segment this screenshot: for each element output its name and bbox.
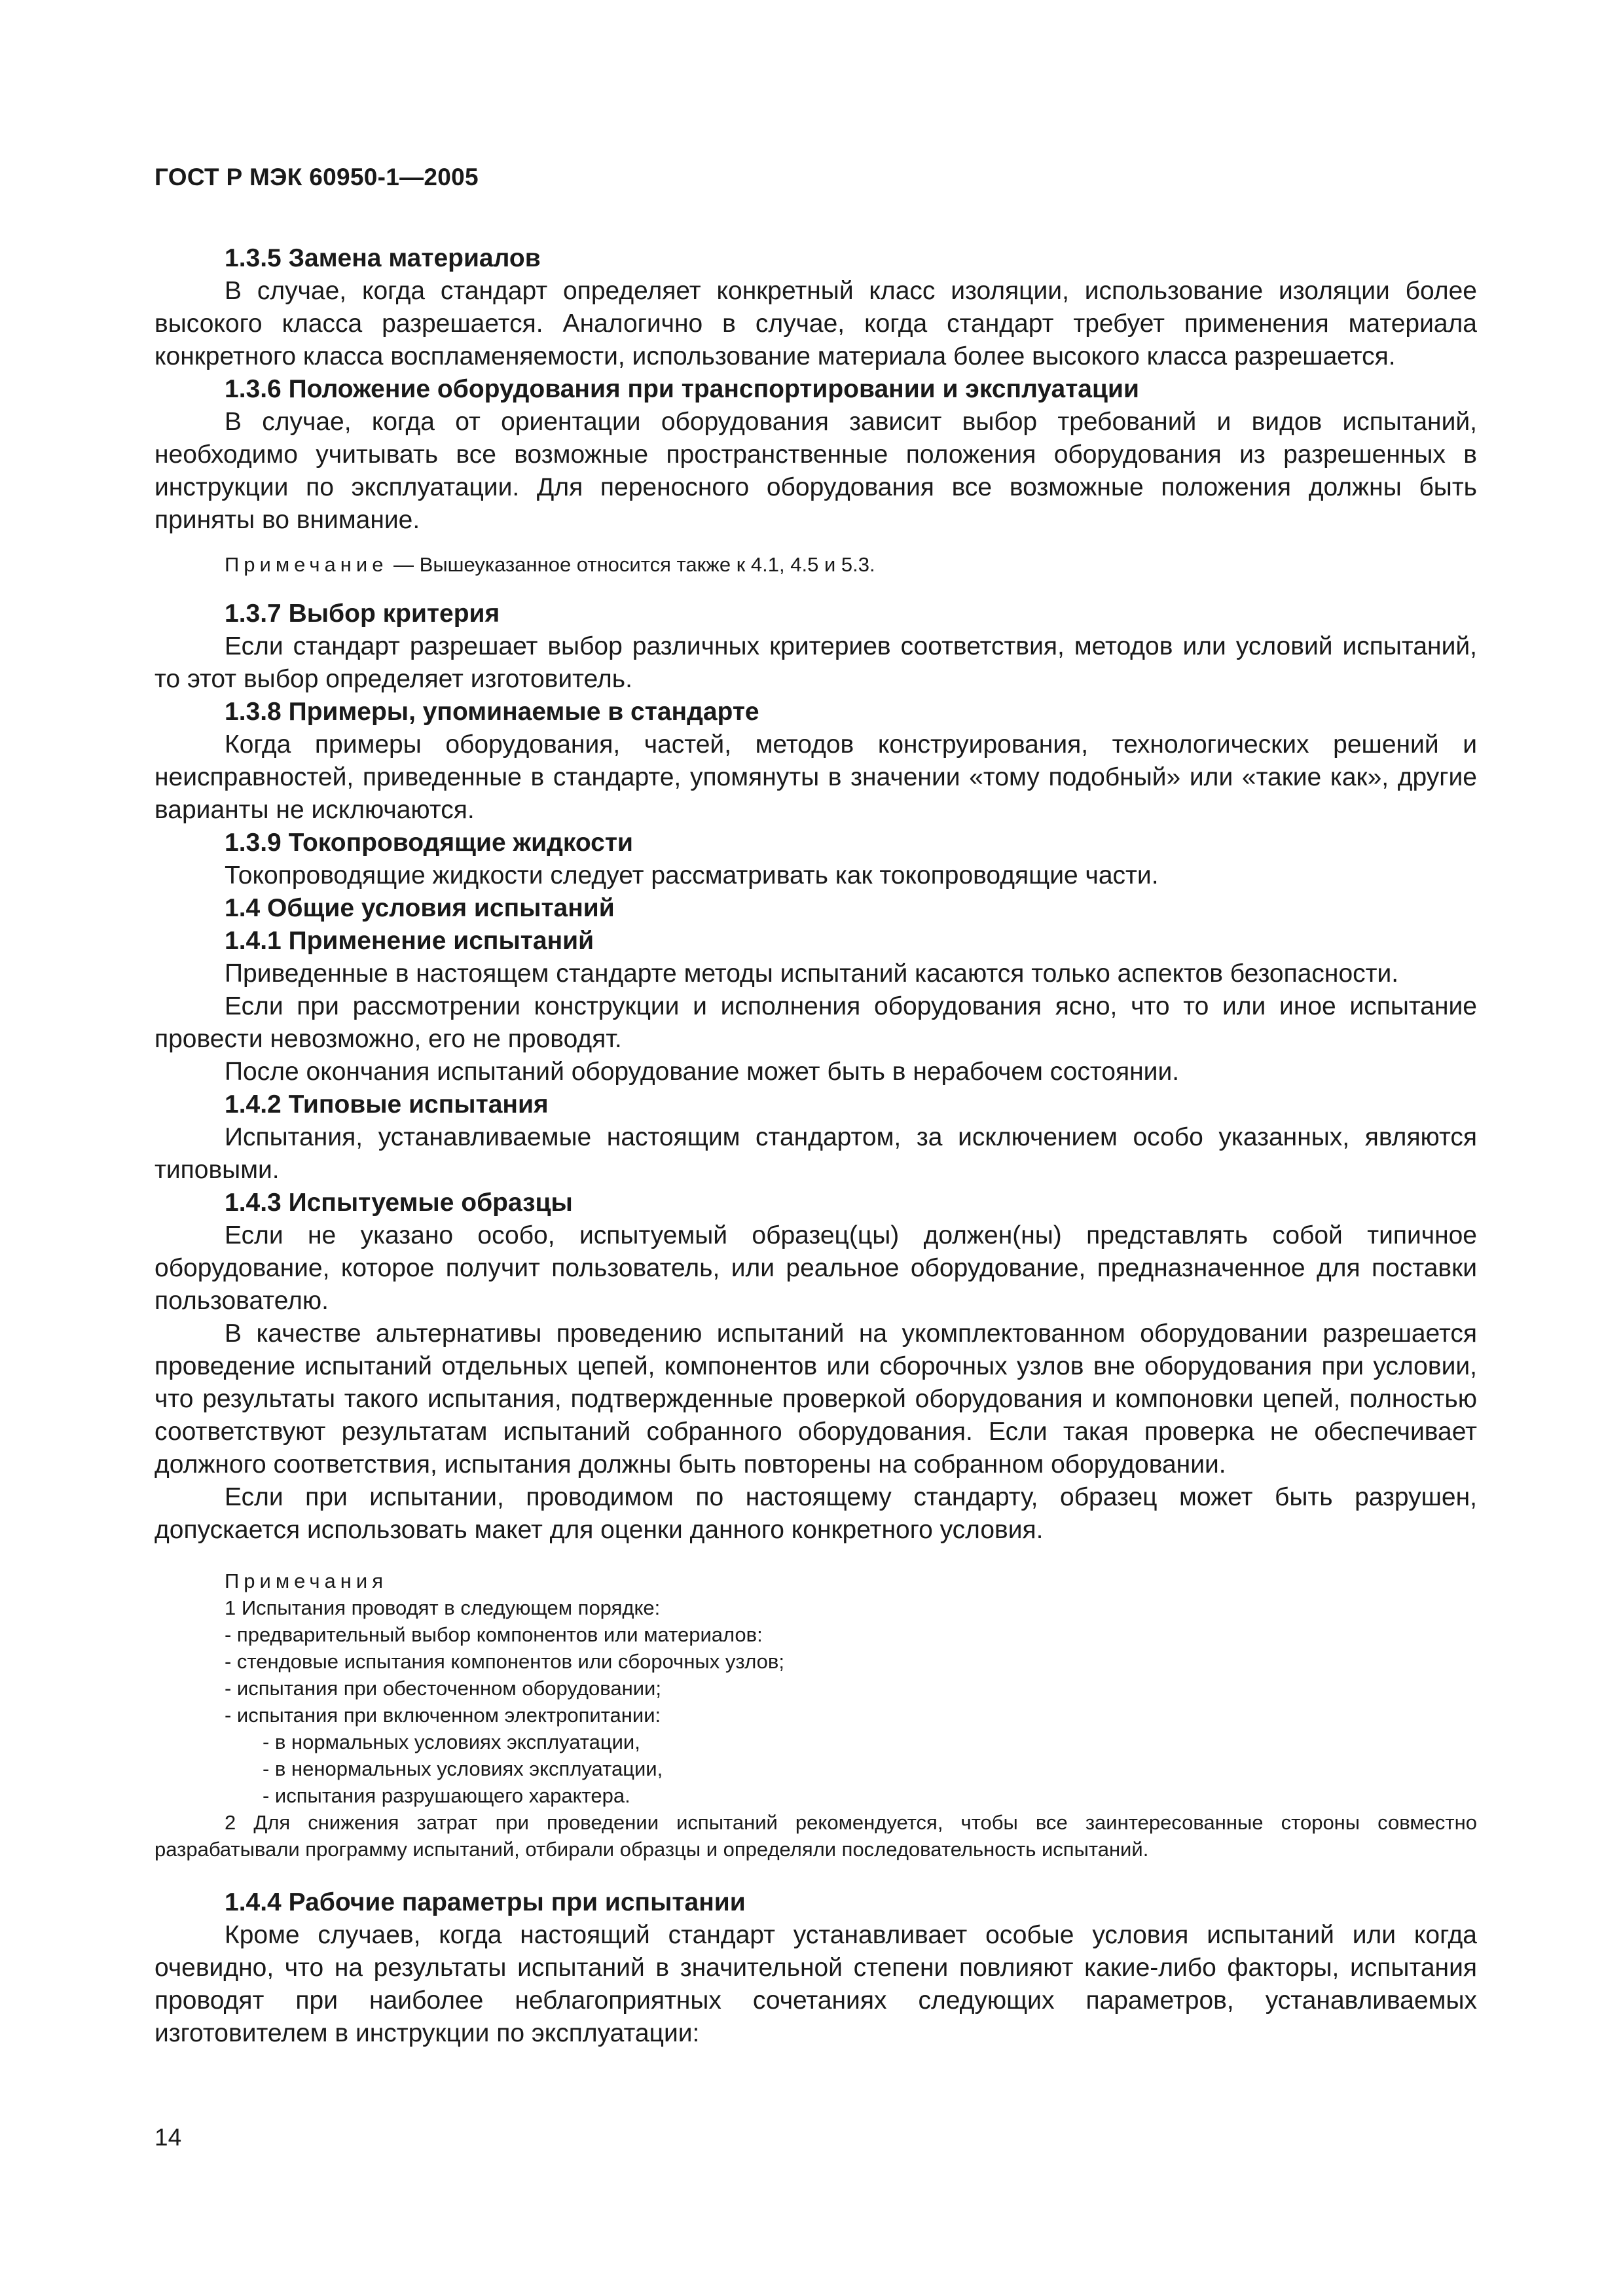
section-text-1-4-4: Кроме случаев, когда настоящий стандарт устанавливает особые условия испытаний или когда очевидно, что на результаты испытаний в значительной степени повлияют какие-либо факторы, испытания проводят при наиболее неблагоприятных сочетаниях следующих параметров, устанавливаемых изготовителем в инструкции по эксплуатации: [155,1921,1477,2047]
section-heading-1-4-1: 1.4.1 Применение испытаний [225,927,594,955]
section-text-1-4-1-p1: Приведенные в настоящем стандарте методы испытаний касаются только аспектов безопасности. [225,960,1399,988]
section-heading-1-4: 1.4 Общие условия испытаний [225,894,615,922]
section-text-1-3-9: Токопроводящие жидкости следует рассматривать как токопроводящие части. [225,861,1159,889]
section-heading-1-4-3: 1.4.3 Испытуемые образцы [225,1189,573,1217]
note-1-item: - предварительный выбор компонентов или материалов: [225,1623,763,1646]
section-text-1-4-3-p3: Если при испытании, проводимом по настоящему стандарту, образец может быть разрушен, допускается использовать макет для оценки данного конкретного условия. [155,1483,1477,1544]
note-1-item: - стендовые испытания компонентов или сборочных узлов; [225,1650,784,1673]
section-heading-1-4-2: 1.4.2 Типовые испытания [225,1090,549,1119]
section-heading-1-3-9: 1.3.9 Токопроводящие жидкости [225,829,633,857]
section-text-1-4-1-p3: После окончания испытаний оборудование может быть в нерабочем состоянии. [225,1058,1180,1086]
section-text-1-3-7: Если стандарт разрешает выбор различных критериев соответствия, методов или условий испытаний, то этот выбор определяет изготовитель. [155,632,1477,693]
section-heading-1-3-6: 1.3.6 Положение оборудования при транспортировании и эксплуатации [225,375,1139,403]
note-1: 1 Испытания проводят в следующем порядке: [225,1596,661,1619]
notes-title: Примечания [225,1570,388,1592]
document-body [155,242,1477,2050]
section-heading-1-3-7: 1.3.7 Выбор критерия [225,600,500,628]
note-1-subitem: - в нормальных условиях эксплуатации, [263,1731,640,1753]
section-text-1-4-1-p2: Если при рассмотрении конструкции и исполнения оборудования ясно, что то или иное испытание провести невозможно, его не проводят. [155,992,1477,1053]
note-1-3-6 [225,551,1477,578]
section-text-1-3-6: В случае, когда от ориентации оборудования зависит выбор требований и видов испытаний, необходимо учитывать все возможные пространственные положения оборудования из разрешенных в инструкции по эксплуатации. Для переносного оборудования все возможные положения должны быть приняты во внимание. [155,408,1477,534]
note-label: Примечание [225,553,388,576]
notes-1-4-3 [155,1568,1477,1863]
section-text-1-4-3-p2: В качестве альтернативы проведению испытаний на укомплектованном оборудовании разрешается проведение испытаний отдельных цепей, компонентов или сборочных узлов вне оборудования при условии, что результаты такого испытания, подтвержденные проверкой оборудования и компоновки цепей, полностью соответствуют результатам испытаний собранного оборудования. Если такая проверка не обеспечивает должного соответствия, испытания должны быть повторены на собранном оборудовании. [155,1319,1477,1479]
note-1-subitem: - испытания разрушающего характера. [263,1784,630,1807]
page-number: 14 [155,2124,182,2151]
note-1-item: - испытания при обесточенном оборудовании; [225,1677,661,1700]
section-heading-1-3-5: 1.3.5 Замена материалов [225,244,541,272]
section-text-1-3-8: Когда примеры оборудования, частей, методов конструирования, технологических решений и неисправностей, приведенные в стандарте, упомянуты в значении «тому подобный» или «такие как», другие варианты не исключаются. [155,730,1477,824]
note-text: — Вышеуказанное относится также к 4.1, 4.5 и 5.3. [388,553,875,576]
section-heading-1-3-8: 1.3.8 Примеры, упоминаемые в стандарте [225,698,759,726]
section-text-1-3-5: В случае, когда стандарт определяет конкретный класс изоляции, использование изоляции более высокого класса разрешается. Аналогично в случае, когда стандарт требует применения материала конкретного класса воспламеняемости, использование материала более высокого класса разрешается. [155,277,1477,370]
document-header: ГОСТ Р МЭК 60950-1—2005 [155,164,479,190]
note-1-subitem: - в ненормальных условиях эксплуатации, [263,1757,663,1780]
section-text-1-4-2: Испытания, устанавливаемые настоящим стандартом, за исключением особо указанных, являются типовыми. [155,1123,1477,1184]
section-heading-1-4-4: 1.4.4 Рабочие параметры при испытании [225,1888,746,1916]
note-1-item: - испытания при включенном электропитании: [225,1704,661,1727]
section-text-1-4-3-p1: Если не указано особо, испытуемый образец(цы) должен(ны) представлять собой типичное оборудование, которое получит пользователь, или реальное оборудование, предназначенное для поставки пользователю. [155,1221,1477,1315]
note-2: 2 Для снижения затрат при проведении испытаний рекомендуется, чтобы все заинтересованные стороны совместно разрабатывали программу испытаний, отбирали образцы и определяли последовательность испытаний. [155,1811,1477,1861]
